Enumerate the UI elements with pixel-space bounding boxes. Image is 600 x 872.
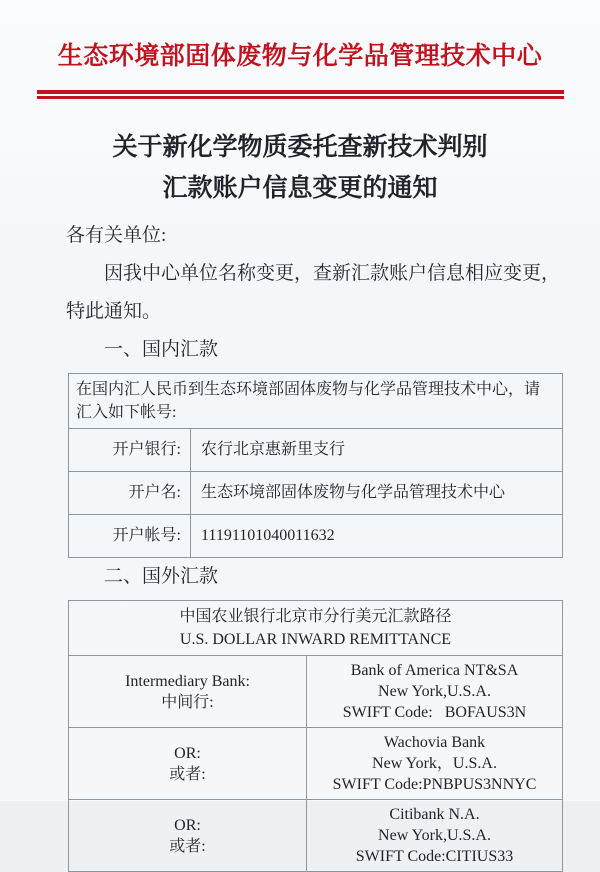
domestic-account-number-label: 开户帐号: xyxy=(69,515,191,558)
or-label-en: OR: xyxy=(174,816,201,834)
bank-name: Wachovia Bank xyxy=(383,734,486,751)
domestic-bank-label: 开户银行: xyxy=(69,429,191,472)
domestic-intro-cell: 在国内汇人民币到生态环境部固体废物与化学品管理技术中心，请汇入如下帐号: xyxy=(69,374,563,429)
intermediary-bank-value-cell xyxy=(307,656,563,728)
citibank-value-cell xyxy=(307,800,563,872)
intermediary-bank-label-cell xyxy=(69,656,307,728)
table-row xyxy=(69,728,563,800)
bank-name: Citibank N.A. xyxy=(389,806,480,823)
bank-swift-code: SWIFT Code:PNBPUS3NNYC xyxy=(332,776,537,793)
domestic-account-name-value: 生态环境部固体废物与化学品管理技术中心 xyxy=(191,472,563,515)
salutation: 各有关单位: xyxy=(66,225,167,246)
notice-title-line1: 关于新化学物质委托查新技术判别 xyxy=(112,134,488,161)
bank-swift-code: SWIFT Code:CITIUS33 xyxy=(355,848,514,865)
notice-title xyxy=(0,127,600,209)
or-label-cell xyxy=(69,800,307,872)
table-row xyxy=(69,429,563,472)
bank-name: Bank of America NT&SA xyxy=(350,662,519,679)
bank-swift-code: SWIFT Code: BOFAUS3N xyxy=(342,704,527,721)
intermediary-bank-label-en: Intermediary Bank: xyxy=(125,672,250,690)
foreign-table-header xyxy=(69,601,563,656)
table-row xyxy=(69,656,563,728)
domestic-bank-value: 农行北京惠新里支行 xyxy=(191,429,563,472)
org-name-header: 生态环境部固体废物与化学品管理技术中心 xyxy=(57,43,543,70)
domestic-account-number-value: 11191101040011632 xyxy=(191,515,563,558)
table-row xyxy=(69,515,563,558)
bank-city: New York,U.S.A. xyxy=(378,683,491,700)
foreign-header-cn: 中国农业银行北京市分行美元汇款路径 xyxy=(179,608,452,625)
or-label-cn: 或者: xyxy=(169,837,206,855)
table-row xyxy=(69,800,563,872)
table-row xyxy=(69,601,563,656)
bank-city: New York,U.S.A. xyxy=(378,827,491,844)
wachovia-value-cell xyxy=(307,728,563,800)
section-domestic-label: 一、国内汇款 xyxy=(104,339,219,360)
notice-body xyxy=(66,217,562,872)
bank-city: New York，U.S.A. xyxy=(372,755,497,772)
or-label-cn: 或者: xyxy=(169,765,206,783)
domestic-remittance-table xyxy=(68,373,563,558)
domestic-account-name-label: 开户名: xyxy=(69,472,191,515)
foreign-header-en: U.S. DOLLAR INWARD REMITTANCE xyxy=(179,631,452,648)
body-paragraph-line1: 因我中心单位名称变更，查新汇款账户信息相应变更， xyxy=(104,263,561,284)
body-paragraph-line2: 特此通知。 xyxy=(66,301,162,322)
intermediary-bank-label-cn: 中间行: xyxy=(161,693,214,711)
or-label-cell xyxy=(69,728,307,800)
notice-title-line2: 汇款账户信息变更的通知 xyxy=(162,175,438,202)
foreign-remittance-table xyxy=(68,600,563,872)
header-divider-line xyxy=(37,90,564,99)
or-label-en: OR: xyxy=(174,744,201,762)
table-row xyxy=(69,472,563,515)
table-row xyxy=(69,374,563,429)
section-foreign-label: 二、国外汇款 xyxy=(104,566,219,587)
